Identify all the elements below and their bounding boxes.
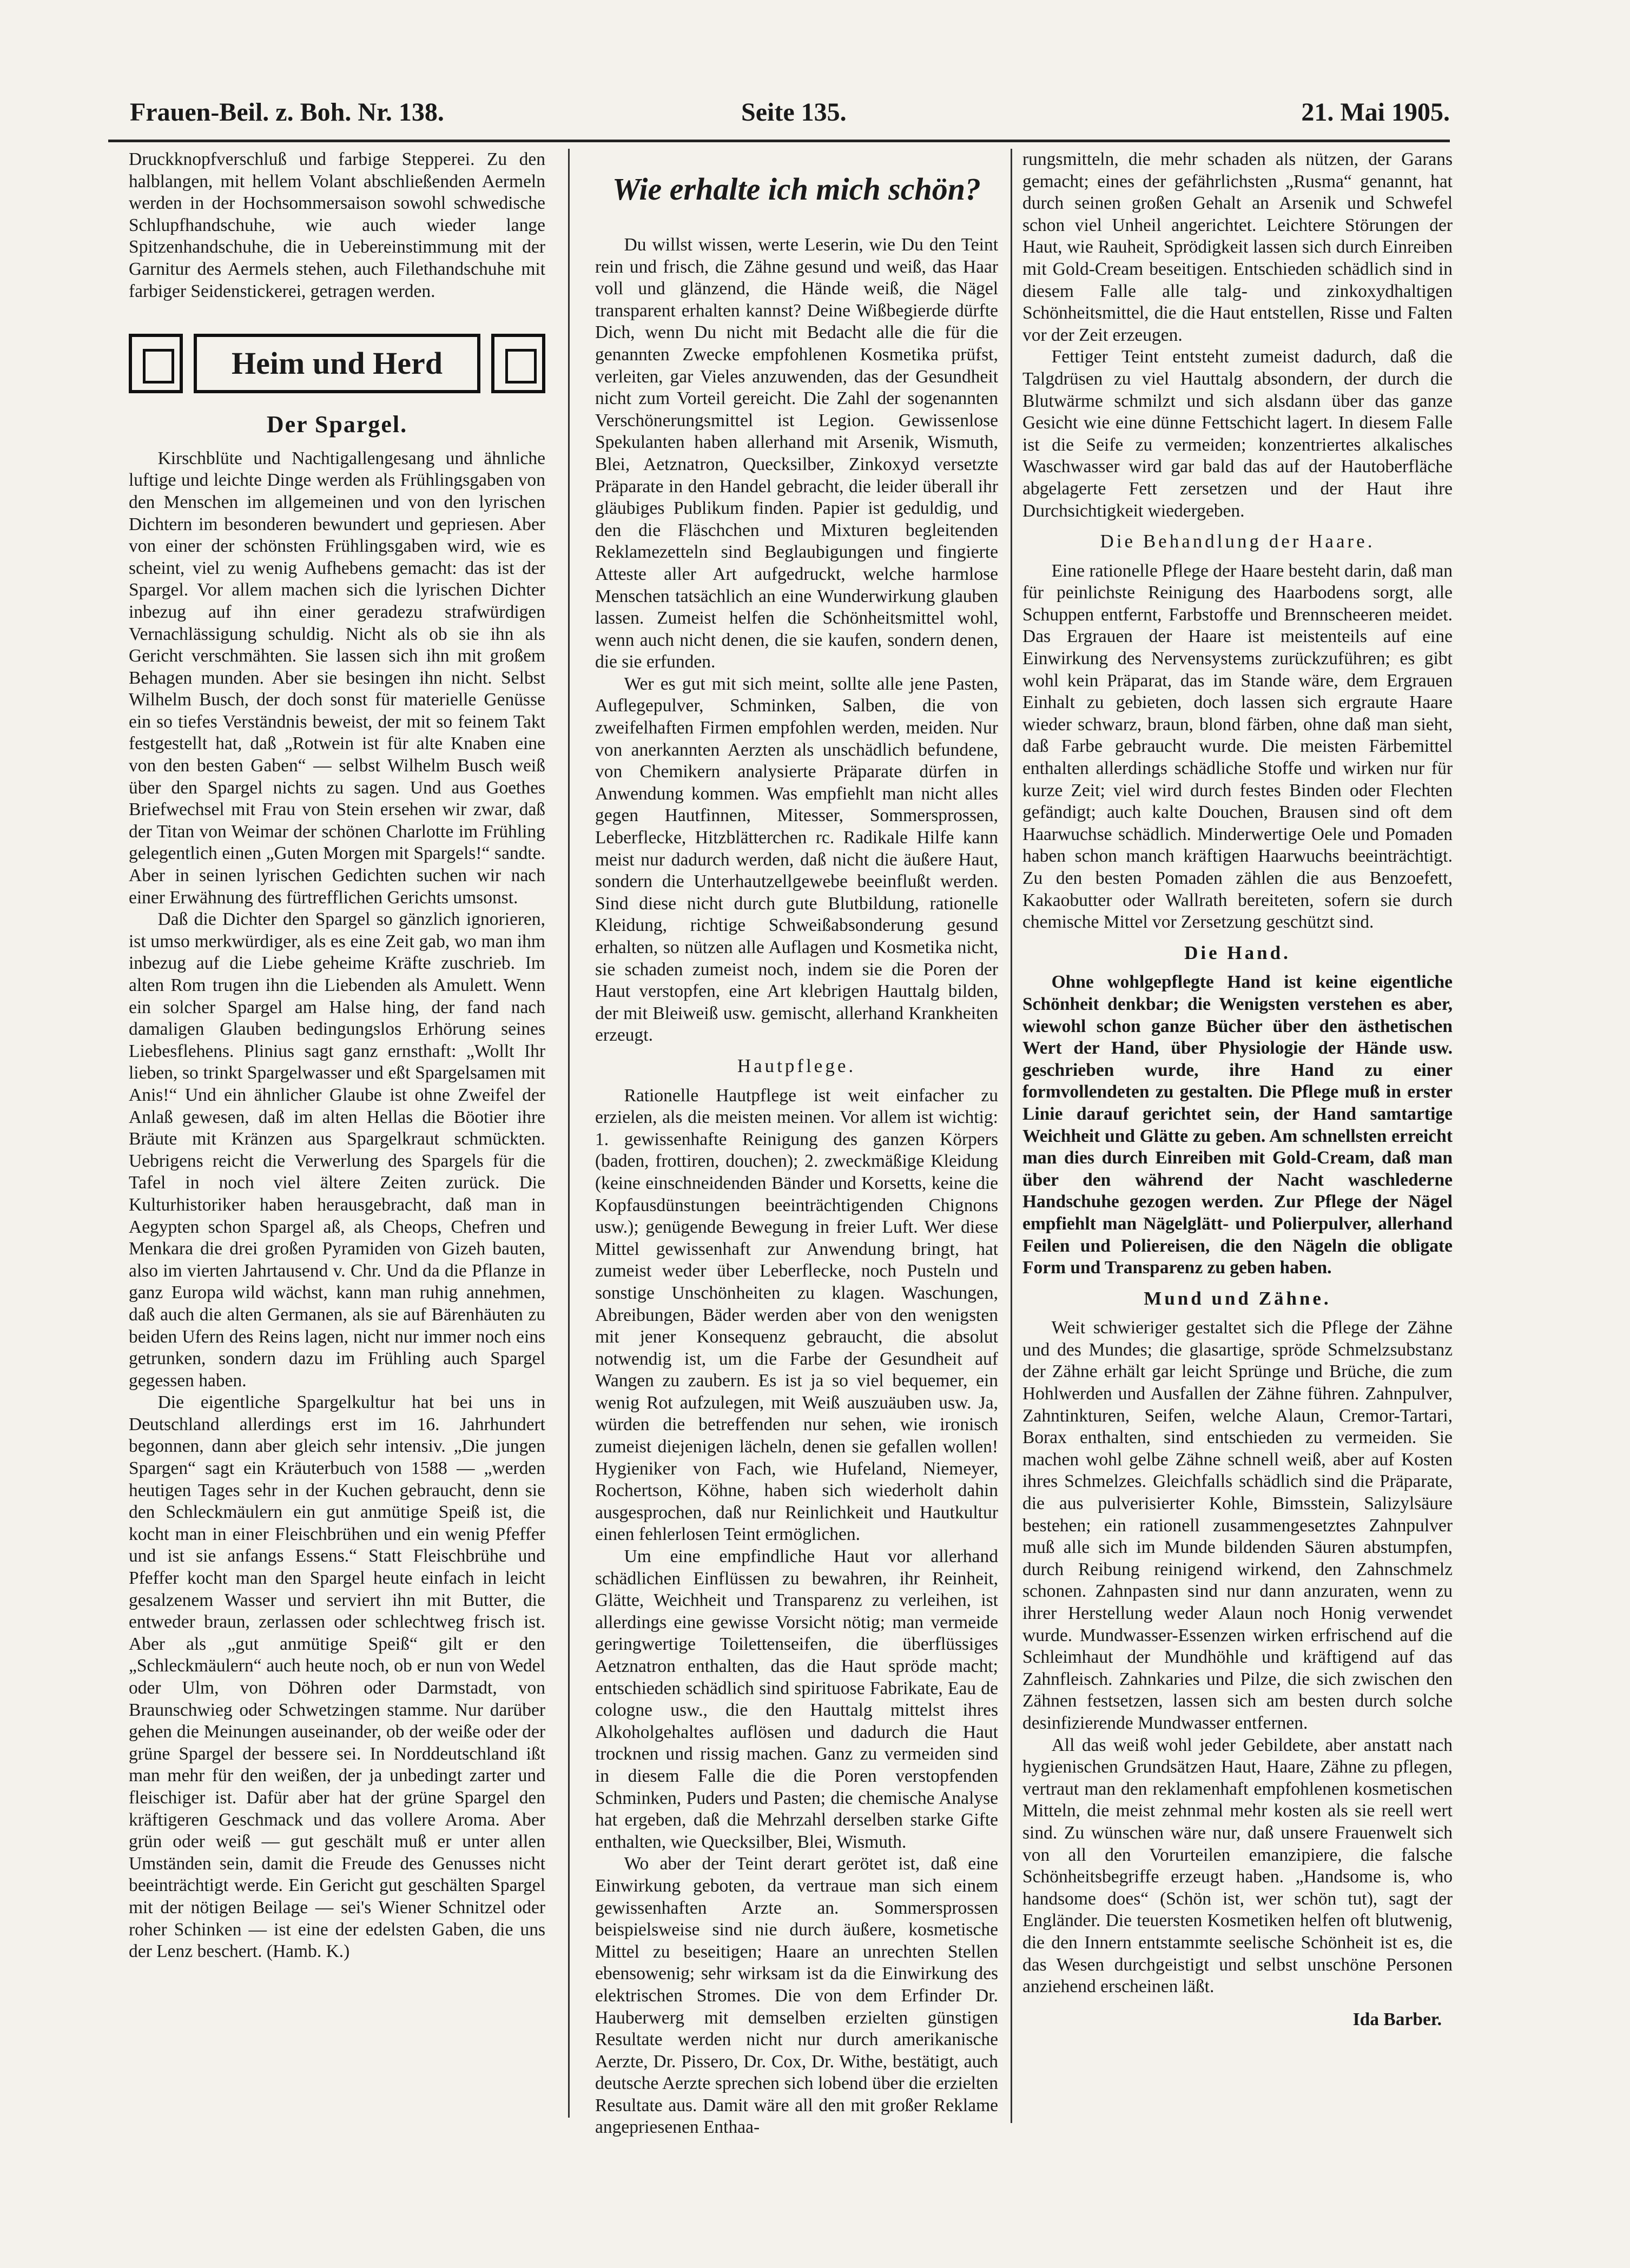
paragraph: Wer es gut mit sich meint, sollte alle jene Pasten, Auflegepulver, Schminken, Salben, die von zweifelhaften Firmen empfohlen werden, meiden. Nur von anerkannten Aerzten als unschädlich befundene, von Chemikern analysierte Präparate dürfen in Anwendung kommen. Was empfiehlt man nicht alles gegen Hautfinnen, Mitesser, Sommersprossen, Leberflecke, Hitzblätterchen rc. Radikale Hilfe kann meist nur dadurch werden, daß nicht die äußere Haut, sondern die Unterhautzellgewebe beeinflußt werden. Sind diese nicht durch gute Blutbildung, rationelle Kleidung, richtige Schweißabsonderung gesund erhalten, so nützen alle Auflagen und Kosmetika nicht, sie schaden zumeist noch, indem sie die Poren der Haut verstopfen, eine Art klebrigen Hauttalg bilden, der mit Bleiweiß usw. gemischt, allerhand Krankheiten erzeugt. — [595, 673, 998, 1046]
header-page-number: Seite 135. — [741, 98, 847, 127]
paragraph: rungsmitteln, die mehr schaden als nützen, der Garans gemacht; eines der gefährlichsten „Rusma“ genannt, hat durch seinen großen Gehalt an Arsenik und Schwefel schon viel Unheil angerichtet. Leichtere Störungen der Haut, wie Rauheit, Sprödigkeit lassen sich durch Einreiben mit Gold-Cream beseitigen. Entschieden schädlich sind in diesem Falle alle talg- und zinkoxydhaltigen Schönheitsmittel, die die Haut entstellen, Risse und Falten vor der Zeit erzeugen. — [1022, 149, 1453, 345]
paragraph: Du willst wissen, werte Leserin, wie Du den Teint rein und frisch, die Zähne gesund und weiß, das Haar voll und glänzend, die Hände weiß, die Nägel transparent erhalten kannst? Deine Wißbegierde dürfte Dich, wenn Du nicht mit Bedacht alle die für die genannten Zwecke empfohlenen Kosmetika prüfst, verleiten, gar Vieles anzuwenden, das der Gesundheit nicht zum Vorteil gereicht. Die Zahl der sogenannten Verschönerungsmittel ist Legion. Gewissenlose Spekulanten haben allerhand mit Arsenik, Wismuth, Blei, Aetznatron, Quecksilber, Zinkoxyd versetzte Präparate in den Handel gebracht, die leider überall ihr gläubiges Publikum finden. Papier ist geduldig, und den die Fläschchen und Mixturen begleitenden Reklamezetteln sind Beglaubigungen und fingierte Atteste aller Art aufgedruckt, welche harmlose Menschen tatsächlich an eine Wunderwirkung glauben lassen. Zumeist helfen die Schönheitsmittel wohl, wenn auch nicht denen, die sie kaufen, sondern denen, die sie erfunden. — [595, 235, 998, 672]
paragraph: All das weiß wohl jeder Gebildete, aber anstatt nach hygienischen Grundsätzen Haut, Haare, Zähne zu pflegen, vertraut man den reklamenhaft empfohlenen kosmetischen Mitteln, die meist zehnmal mehr kosten als sie reell wert sind. Zu wünschen wäre nur, daß unsere Frauenwelt sich von all den Vorurteilen emanzipiere, die falsche Schönheitsbegriffe erzeugt haben. „Handsome is, who handsome does“ (Schön ist, wer schön tut), sagt der Engländer. Die teuersten Kosmetiken helfen oft blutwenig, die den Innern entstammte seelische Schönheit ist es, die das Wesen durchgeistigt und selbst unschöne Personen anziehend erscheinen läßt. — [1022, 1735, 1453, 1997]
ornament-square-right — [491, 334, 545, 393]
column-2 — [595, 149, 998, 2139]
paragraph: Weit schwieriger gestaltet sich die Pflege der Zähne und des Mundes; die glasartige, spröde Schmelzsubstanz der Zähne erhält gar leicht Sprünge und Brüche, die zum Hohlwerden und Ausfallen der Zähne führen. Zahnpulver, Zahntinkturen, Seifen, welche Alaun, Cremor-Tartari, Borax enthalten, sind entschieden zu vermeiden. Sie machen wohl gelbe Zähne schnell weiß, aber auf Kosten ihres Schmelzes. Gleichfalls schädlich sind die Präparate, die aus pulverisierter Kohle, Bimsstein, Salizylsäure bestehen; ein rationell zusammengesetztes Zahnpulver muß alle sich im Munde bildenden Säuren abstumpfen, durch Reibung reinigend wirkend, den Zahnschmelz schonen. Zahnpasten sind nur dann anzuraten, wenn zu ihrer Herstellung weder Alaun noch Honig verwendet wurde. Mundwasser-Essenzen wirken erfrischend auf die Schleimhaut der Mundhöhle und kräftigend auf das Zahnfleisch. Zahnkaries und Pilze, die sich zwischen den Zähnen festsetzen, lassen sich am besten durch solche desinfizierende Mundwasser entfernen. — [1022, 1318, 1453, 1733]
subheading-mund-zaehne: Mund und Zähne. — [1144, 1287, 1331, 1309]
ornament-square-left — [129, 334, 183, 393]
subheading-hautpflege: Hautpflege. — [737, 1055, 856, 1076]
column-divider-1 — [568, 149, 570, 2118]
subheading-hand: Die Hand. — [1184, 942, 1291, 963]
header-date: 21. Mai 1905. — [1301, 98, 1450, 127]
column-divider-2 — [1011, 149, 1012, 2123]
section-title: Heim und Herd — [194, 334, 480, 393]
paragraph: Die eigentliche Spargelkultur hat bei uns in Deutschland allerdings erst im 16. Jahrhundert begonnen, dann aber gleich sehr intensiv. „Die jungen Spargen“ sagt ein Kräuterbuch von 1588 — „werden heutigen Tages sehr in der Kuchen gebraucht, denn sie den Schleckmäulern ein gut anmütige Speiß ist, die kocht man in einer Fleischbrühen und ein wenig Pfeffer und ist sie anfangs Essens.“ Statt Fleischbrühe und Pfeffer kocht man den Spargel heute einfach in leicht gesalzenem Wasser und serviert ihn mit Butter, die entweder braun, zerlassen oder schlechtweg frisch ist. Aber als „gut anmütige Speiß“ gilt er den „Schleckmäulern“ auch heute noch, ob er nun von Wedel oder Ulm, von Döhren oder Darmstadt, von Braunschwieg oder Schwetzingen stamme. Nur darüber gehen die Meinungen auseinander, ob der weiße oder der grüne Spargel der bessere sei. In Norddeutschland ißt man mehr für den weißen, der ja unbedingt zarter und fleischiger ist. Dafür aber hat der grüne Spargel den kräftigeren Geschmack und das vollere Aroma. Aber grün oder weiß — gut geschält muß er unter allen Umständen sein, damit die Freude des Genusses nicht beeinträchtigt werde. Ein Gericht gut geschälten Spargel mit der nötigen Beilage — sei's Wiener Schnitzel oder roher Schinken — ist eine der edelsten Gaben, die uns der Lenz beschert. (Hamb. K.) — [129, 1392, 545, 1962]
paragraph: Daß die Dichter den Spargel so gänzlich ignorieren, ist umso merkwürdiger, als es eine Zeit gab, wo man ihm inbezug auf die Liebe geheime Kräfte zuschrieb. Im alten Rom trugen ihn die Liebenden als Amulett. Wenn ein solcher Spargel am Halse hing, der fand nach damaligen Glauben bedingungslos Erhörung seines Liebesflehens. Plinius sagt ganz ernsthaft: „Wollt Ihr lieben, so trinkt Spargelwasser und eßt Spargelsamen mit Anis!“ Und ein ähnlicher Glaube ist ohne Zweifel der Anlaß gewesen, daß im alten Hellas die Böotier ihre Bräute mit Kränzen aus Spargelkraut schmückten. Uebrigens reicht die Verwerlung des Spargels für die Tafel in noch viel ältere Zeiten zurück. Die Kulturhistoriker haben herausgebracht, daß man in Aegypten schon Spargel aß, als Cheops, Chefren und Menkara die drei großen Pyramiden von Gizeh bauten, also im vierten Jahrtausend v. Chr. Und da die Pflanze in ganz Europa wild wächst, kann man ruhig annehmen, daß auch die alten Germanen, als sie auf Bärenhäuten zu beiden Ufern des Reins lagen, nicht nur immer noch eins getrunken, sondern dazu im Frühling auch Spargel gegessen haben. — [129, 909, 545, 1391]
paragraph: Um eine empfindliche Haut vor allerhand schädlichen Einflüssen zu bewahren, ihr Reinheit, Glätte, Weichheit und Transparenz zu verleihen, ist allerdings eine gewisse Vorsicht nötig; man vermeide geringwertige Toilettenseifen, die überflüssiges Aetznatron enthalten, das die Haut spröde macht; entschieden schädlich sind spirituose Fabrikate, Eau de cologne usw., die den Hauttalg mittelst ihres Alkoholgehaltes auflösen und dadurch die Haut trocknen und rissig machen. Ganz zu vermeiden sind in diesem Falle die die Poren verstopfenden Schminken, Puders und Pasten; die chemische Analyse hat ergeben, daß die Mehrzahl derselben starke Gifte enthalten, wie Quecksilber, Blei, Wismuth. — [595, 1546, 998, 1852]
header-rule — [108, 140, 1450, 142]
article-title-schoen: Wie erhalte ich mich schön? — [612, 171, 981, 207]
subheading-haare: Die Behandlung der Haare. — [1100, 531, 1375, 552]
fashion-article-end: Druckknopfverschluß und farbige Stepperei. Zu den halblangen, mit hellem Volant abschließenden Aermeln werden in der Hochsommersaison sowohl schwedische Schlupfhandschuhe, wie auch wieder lange Spitzenhandschuhe, die in Uebereinstimmung mit der Garnitur des Aermels stehen, auch Filethandschuhe mit farbiger Seidenstickerei, getragen werden. — [129, 149, 545, 301]
header-publication: Frauen-Beil. z. Boh. Nr. 138. — [130, 98, 444, 127]
page-header — [108, 97, 1450, 135]
paragraph: Rationelle Hautpflege ist weit einfacher zu erzielen, als die meisten meinen. Vor allem ist wichtig: 1. gewissenhafte Reinigung des ganzen Körpers (baden, frottiren, douchen); 2. zweckmäßige Kleidung (keine einschneidenden Bänder und Korsetts, keine die Kopfausdünstungen beeinträchtigenden Chignons usw.); genügende Bewegung in freier Luft. Wer diese Mittel gewissenhaft zur Anwendung bringt, hat zumeist weder über Leberflecke, noch Pusteln und sonstige Unschönheiten zu klagen. Waschungen, Abreibungen, Bäder werden aber von den wenigsten mit jener Konsequenz gebraucht, die absolut notwendig ist, um die Farbe der Gesundheit auf Wangen zu zaubern. Es ist ja so viel bequemer, ein wenig Rot aufzulegen, mit Weiß auszuäuben usw. Ja, würden die betreffenden nur sehen, wie ironisch zumeist diejenigen lächeln, denen sie gefallen wollen! Hygieniker von Fach, wie Hufeland, Niemeyer, Rochertson, Köhne, haben sich wiederholt dahin ausgesprochen, daß nur Reinlichkeit und Hautkultur einen fehlerlosen Teint ermöglichen. — [595, 1085, 998, 1545]
article-title-spargel: Der Spargel. — [266, 411, 408, 438]
section-banner — [129, 334, 545, 398]
column-3 — [1022, 149, 1453, 2031]
paragraph: Eine rationelle Pflege der Haare besteht darin, daß man für peinlichste Reinigung des Haarbodens sorgt, alle Schuppen entfernt, Farbstoffe und Brennscheeren meidet. Das Ergrauen der Haare ist meistenteils auf eine Einwirkung des Nervensystems zurückzuführen; es gibt wohl kein Präparat, das im Stande wäre, dem Ergrauen Einhalt zu gebieten, doch lassen sich ergraute Haare wieder schwarz, braun, blond färben, ohne daß man sieht, daß Farbe gebraucht wurde. Die meisten Färbemittel enthalten allerdings schädliche Stoffe und wirken nur für kurze Zeit; viel wird durch festes Binden oder Flechten gefändigt; auch kalte Douchen, Brausen sind oft dem Haarwuchse schädlich. Minderwertige Oele und Pomaden haben schon manch kräftigen Haarwuchs beeinträchtigt. Zu den besten Pomaden zählen die aus Benzoefett, Kakaobutter oder Wallrath bereiteten, sofern sie durch chemische Mittel vor Zersetzung geschützt sind. — [1022, 560, 1453, 933]
paragraph: Ohne wohlgepflegte Hand ist keine eigentliche Schönheit denkbar; die Wenigsten verstehen es aber, wiewohl schon ganze Bücher über den ästhetischen Wert der Hand, über Physiologie der Hände usw. geschrieben wurde, ihre Hand zu einer formvollendeten zu gestalten. Die Pflege muß in erster Linie darauf gerichtet sein, der Hand samtartige Weichheit und Glätte zu geben. Am schnellsten erreicht man dies durch Einreiben mit Gold-Cream, daß man über den während der Nacht waschlederne Handschuhe gezogen werden. Zur Pflege der Nägel empfiehlt man Nägelglätt- und Polierpulver, allerhand Feilen und Poliereisen, die den Nägeln die obligate Form und Transparenz zu geben haben. — [1022, 972, 1453, 1278]
paragraph: Kirschblüte und Nachtigallengesang und ähnliche luftige und leichte Dinge werden als Frühlingsgaben von den Menschen im allgemeinen und von den lyrischen Dichtern im besonderen bewundert und gepriesen. Aber von einer der schönsten Frühlingsgaben wird, wie es scheint, viel zu wenig Aufhebens gemacht: das ist der Spargel. Vor allem machen sich die lyrischen Dichter inbezug auf ihn einer geradezu strafwürdigen Vernachlässigung schuldig. Nicht als ob sie ihn als Gericht verschmähten. Sie lassen sich ihn mit großem Behagen munden. Aber sie besingen ihn nicht. Selbst Wilhelm Busch, der doch sonst für materielle Genüsse ein so tiefes Verständnis beweist, der mit so feinem Takt festgestellt hat, daß „Rotwein ist für alte Knaben eine von den besten Gaben“ — selbst Wilhelm Busch weiß über den Spargel nichts zu sagen. Und aus Goethes Briefwechsel mit Frau von Stein ersehen wir zwar, daß der Titan von Weimar der schönen Charlotte im Frühling gelegentlich einen „Guten Morgen mit Spargels!“ sandte. Aber in seinen lyrischen Gedichten suchen wir nach einer Erwähnung des fürtrefflichen Gerichts umsonst. — [129, 448, 545, 908]
paragraph: Wo aber der Teint derart gerötet ist, daß eine Einwirkung geboten, da vertraue man sich einem gewissenhaften Arzte an. Sommersprossen beispielsweise sind nie durch äußere, kosmetische Mittel zu beseitigen; Haare an unrechten Stellen ebensowenig; sehr wirksam ist da die Einwirkung des elektrischen Stromes. Die von dem Erfinder Dr. Hauberwerg mit demselben erzielten günstigen Resultate werden nicht nur durch amerikanische Aerzte, Dr. Pissero, Dr. Cox, Dr. Withe, bestätigt, auch deutsche Aerzte sprechen sich lobend über die erzielten Resultate aus. Damit wäre all den mit großer Reklame angepriesenen Enthaa- — [595, 1854, 998, 2138]
column-1 — [129, 149, 545, 1963]
paragraph: Fettiger Teint entsteht zumeist dadurch, daß die Talgdrüsen zu viel Hauttalg absondern, der durch die Blutwärme schmilzt und sich alsdann über das ganze Gesicht wie eine dünne Fettschicht lagert. In diesem Falle ist die Seife zu vermeiden; konzentriertes alkalisches Waschwasser wird gar bald das auf der Hautoberfläche abgelagerte Fett zersetzen und der Haut ihre Durchsichtigkeit wiedergeben. — [1022, 347, 1453, 521]
author-signature: Ida Barber. — [1352, 2009, 1442, 2029]
